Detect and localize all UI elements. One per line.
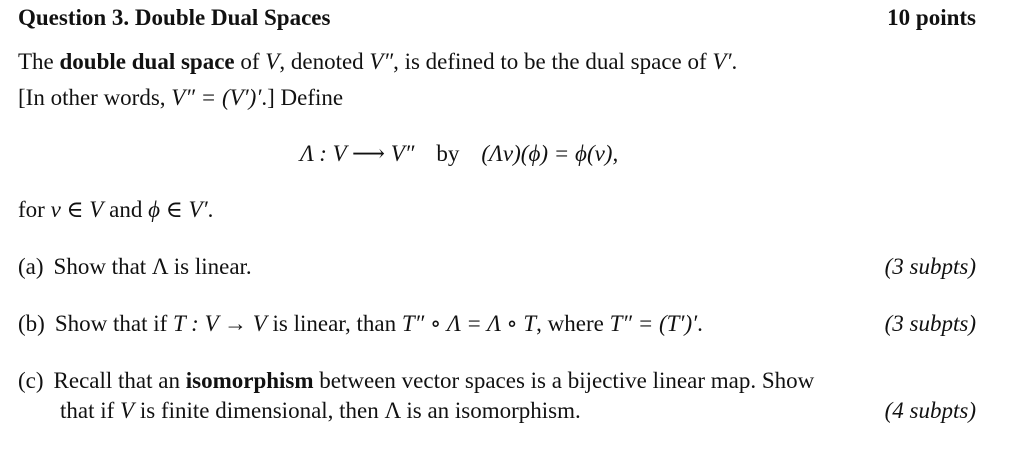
intro-text: of [234,49,266,74]
part-b [18,310,703,338]
for-text: for [18,197,51,222]
math-phi-in-Vp: ϕ ∈ V′ [148,197,208,222]
intro-text: The [18,49,60,74]
part-a-subpts: (3 subpts) [884,254,976,279]
part-c-text: that if [60,398,121,423]
term-isomorphism: isomorphism [185,368,314,393]
math-rule: (Λv)(ϕ) = ϕ(v), [481,141,619,166]
part-c-subpts: (4 subpts) [884,398,976,423]
part-b-subpts: (3 subpts) [884,311,976,336]
for-text: . [207,197,214,222]
math-Vpp: V″ [369,49,394,74]
part-c-text: between vector spaces is a bijective linear map. Show [313,368,815,393]
part-a [18,253,252,281]
math-V: V [265,49,280,74]
part-c-label: (c) [18,368,44,393]
part-a-text: Show that Λ is linear. [53,254,252,279]
part-b-text: Show that if [54,311,174,336]
for-line [18,196,213,224]
intro-line-2 [18,84,343,112]
math-map: Λ : V ⟶ V″ [300,141,415,166]
question-points: 10 points [887,5,976,30]
math-V: V [120,398,135,423]
intro-text: , is defined to be the dual space of [393,49,713,74]
question-title: Question 3. Double Dual Spaces [18,5,331,30]
part-c-text: Recall that an [53,368,186,393]
term-double-dual: double dual space [59,49,235,74]
part-c-line-1 [18,367,814,395]
math-v-in-V: v ∈ V [50,197,104,222]
math-commute: T″ ∘ Λ = Λ ∘ T [401,311,537,336]
for-text: and [103,197,149,222]
math-double-dual-def: V″ = (V′)′ [171,85,262,110]
part-b-label: (b) [18,311,45,336]
part-b-text: is linear, than [266,311,402,336]
definition-by: by [436,141,460,166]
intro-text: .] Define [261,85,344,110]
part-b-text: . [697,311,703,336]
intro-text: , denoted [279,49,370,74]
intro-text: [In other words, [18,85,172,110]
part-a-label: (a) [18,254,44,279]
definition-display [300,140,618,168]
math-T-map: T : V → V [173,311,267,336]
intro-text: . [731,49,738,74]
math-Tpp-def: T″ = (T′)′ [609,311,698,336]
math-Vp: V′ [712,49,732,74]
part-c-line-2 [60,397,581,425]
part-c-text: is finite dimensional, then Λ is an isomorphism. [134,398,581,423]
part-b-text: , where [536,311,610,336]
intro-line-1 [18,48,737,76]
